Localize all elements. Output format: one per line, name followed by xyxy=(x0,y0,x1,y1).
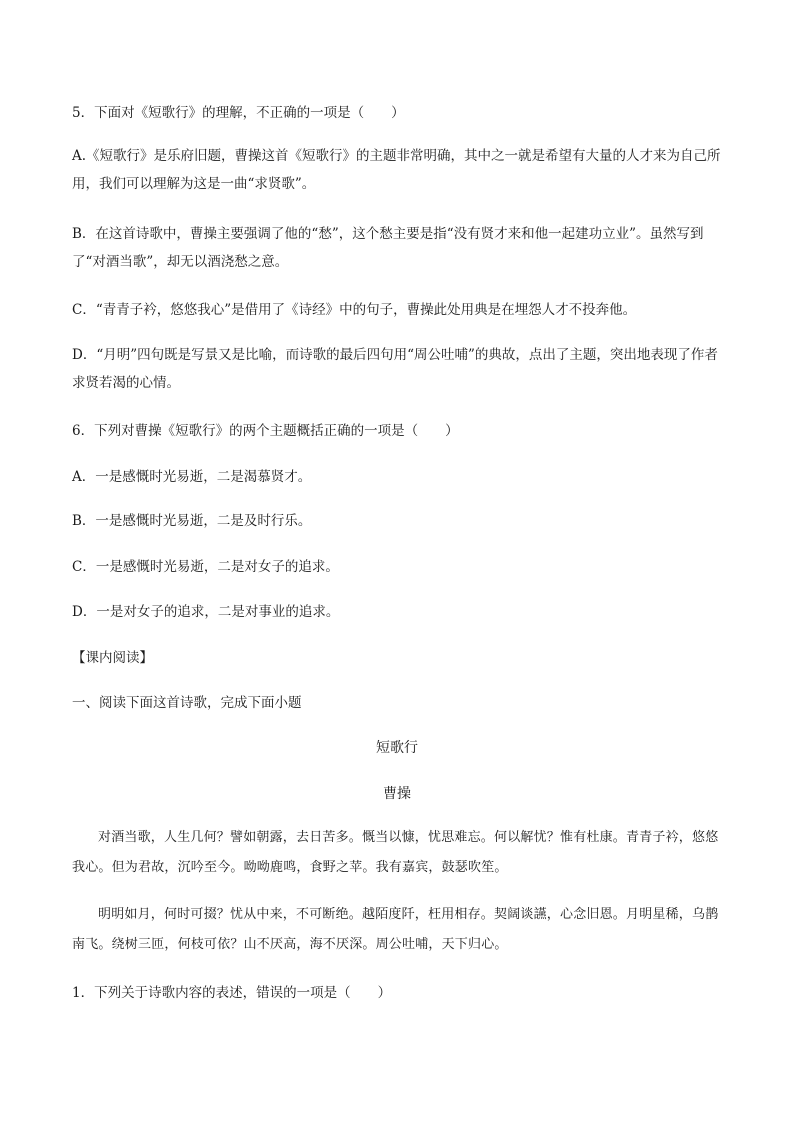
question-6-stem: 6．下列对曹操《短歌行》的两个主题概括正确的一项是（ ） xyxy=(72,423,459,439)
section-instruction: 一、阅读下面这首诗歌，完成下面小题 xyxy=(72,695,302,711)
poem-stanza-1: 对酒当歌，人生几何？譬如朝露，去日苦多。慨当以慷，忧思难忘。何以解忧？惟有杜康。青青子衿，悠悠我心。但为君故，沉吟至今。呦呦鹿鸣，食野之苹。我有嘉宾，鼓瑟吹笙。 xyxy=(72,830,719,875)
question-5-option-b: B．在这首诗歌中，曹操主要强调了他的“愁”，这个愁主要是指“没有贤才来和他一起建功立业”。虽然写到了“对酒当歌”，却无以酒浇愁之意。 xyxy=(72,226,704,270)
question-6-option-a: A．一是感慨时光易逝，二是渴慕贤才。 xyxy=(72,469,312,485)
question-6-option-c: C．一是感慨时光易逝，二是对女子的追求。 xyxy=(72,559,339,575)
question-5-option-a: A.《短歌行》是乐府旧题，曹操这首《短歌行》的主题非常明确，其中之一就是希望有大量的人才来为自己所用，我们可以理解为这是一曲“求贤歌”。 xyxy=(72,148,721,192)
question-6-option-d: D．一是对女子的追求，二是对事业的追求。 xyxy=(72,604,340,620)
section-heading: 【课内阅读】 xyxy=(72,650,153,666)
poem-title: 短歌行 xyxy=(376,740,418,756)
poem-author: 曹操 xyxy=(383,786,411,802)
poem-stanza-2: 明明如月，何时可掇？忧从中来，不可断绝。越陌度阡，枉用相存。契阔谈讌，心念旧恩。月明星稀，乌鹊南飞。绕树三匝，何枝可依？山不厌高，海不厌深。周公吐哺，天下归心。 xyxy=(72,907,719,952)
question-5-option-d: D．“月明”四句既是写景又是比喻，而诗歌的最后四句用“周公吐哺”的典故，点出了主题，突出地表现了作者求贤若渴的心情。 xyxy=(72,347,718,391)
question-1-stem: 1．下列关于诗歌内容的表述，错误的一项是（ ） xyxy=(72,985,392,1001)
question-6-option-b: B．一是感慨时光易逝，二是及时行乐。 xyxy=(72,513,312,529)
question-5-option-c: C．“青青子衿，悠悠我心”是借用了《诗经》中的句子，曹操此处用典是在埋怨人才不投奔他。 xyxy=(72,302,637,318)
question-5-stem: 5．下面对《短歌行》的理解，不正确的一项是（ ） xyxy=(72,105,405,121)
